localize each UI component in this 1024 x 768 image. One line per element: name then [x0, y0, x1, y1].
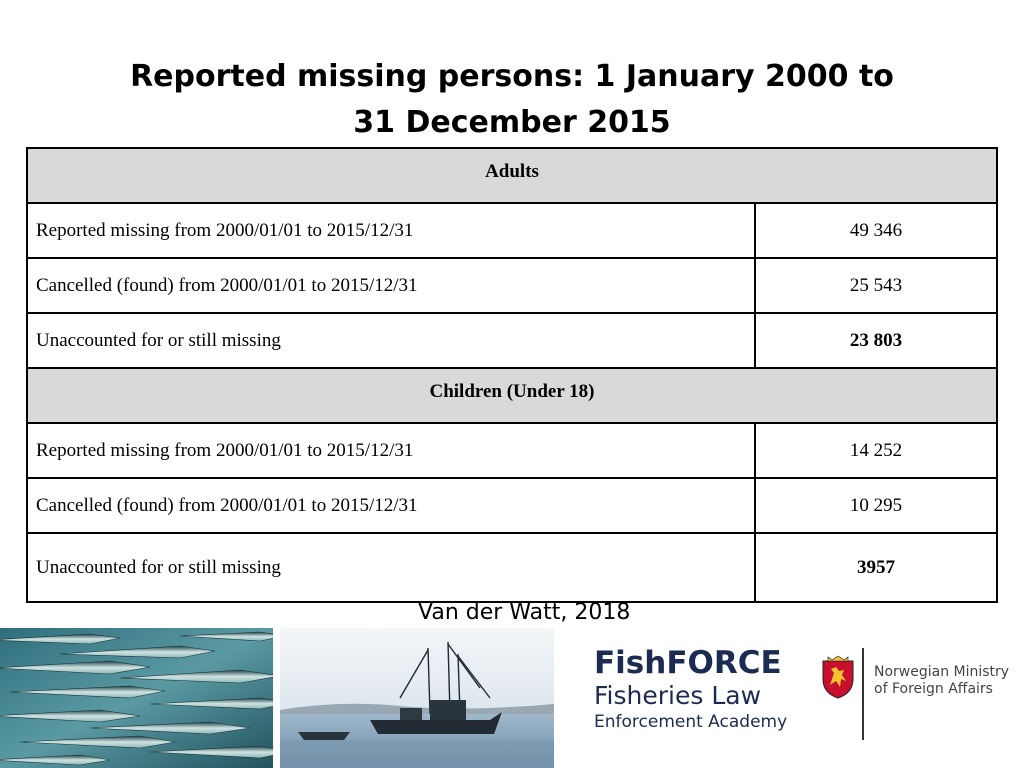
row-value: 14 252 — [755, 423, 997, 478]
section-header-label: Children (Under 18) — [27, 368, 997, 423]
row-value: 10 295 — [755, 478, 997, 533]
row-value: 49 346 — [755, 203, 997, 258]
title-line-2: 31 December 2015 — [353, 105, 671, 140]
row-label: Reported missing from 2000/01/01 to 2015/12/31 — [27, 423, 755, 478]
slide-title — [60, 54, 964, 146]
row-label: Reported missing from 2000/01/01 to 2015/12/31 — [27, 203, 755, 258]
table-row — [27, 533, 997, 602]
ministry-logo-text — [874, 664, 1009, 698]
table-row — [27, 313, 997, 368]
table-row — [27, 203, 997, 258]
section-header-children — [27, 368, 997, 423]
title-line-1: Reported missing persons: 1 January 2000 to — [130, 59, 894, 94]
row-value: 3957 — [755, 533, 997, 602]
row-label: Unaccounted for or still missing — [27, 313, 755, 368]
section-header-label: Adults — [27, 148, 997, 203]
fishing-boat-photo — [280, 628, 554, 768]
section-header-adults — [27, 148, 997, 203]
fishforce-logo — [594, 645, 787, 733]
fishforce-name: FishFORCE — [594, 645, 782, 681]
missing-persons-table — [26, 147, 998, 603]
fish-school-photo — [0, 628, 273, 768]
table-row — [27, 423, 997, 478]
ministry-line-2: of Foreign Affairs — [874, 681, 993, 697]
fishforce-subtitle: Fisheries Law — [594, 681, 762, 710]
fishforce-tagline: Enforcement Academy — [594, 712, 788, 732]
ministry-line-1: Norwegian Ministry — [874, 664, 1010, 680]
row-label: Cancelled (found) from 2000/01/01 to 2015/12/31 — [27, 258, 755, 313]
logo-divider — [862, 648, 864, 740]
row-value: 25 543 — [755, 258, 997, 313]
row-label: Cancelled (found) from 2000/01/01 to 2015/12/31 — [27, 478, 755, 533]
row-label: Unaccounted for or still missing — [27, 533, 755, 602]
source-credit: Van der Watt, 2018 — [418, 600, 631, 625]
table-row — [27, 478, 997, 533]
norway-coat-of-arms-icon — [820, 655, 856, 699]
row-value: 23 803 — [755, 313, 997, 368]
table-row — [27, 258, 997, 313]
